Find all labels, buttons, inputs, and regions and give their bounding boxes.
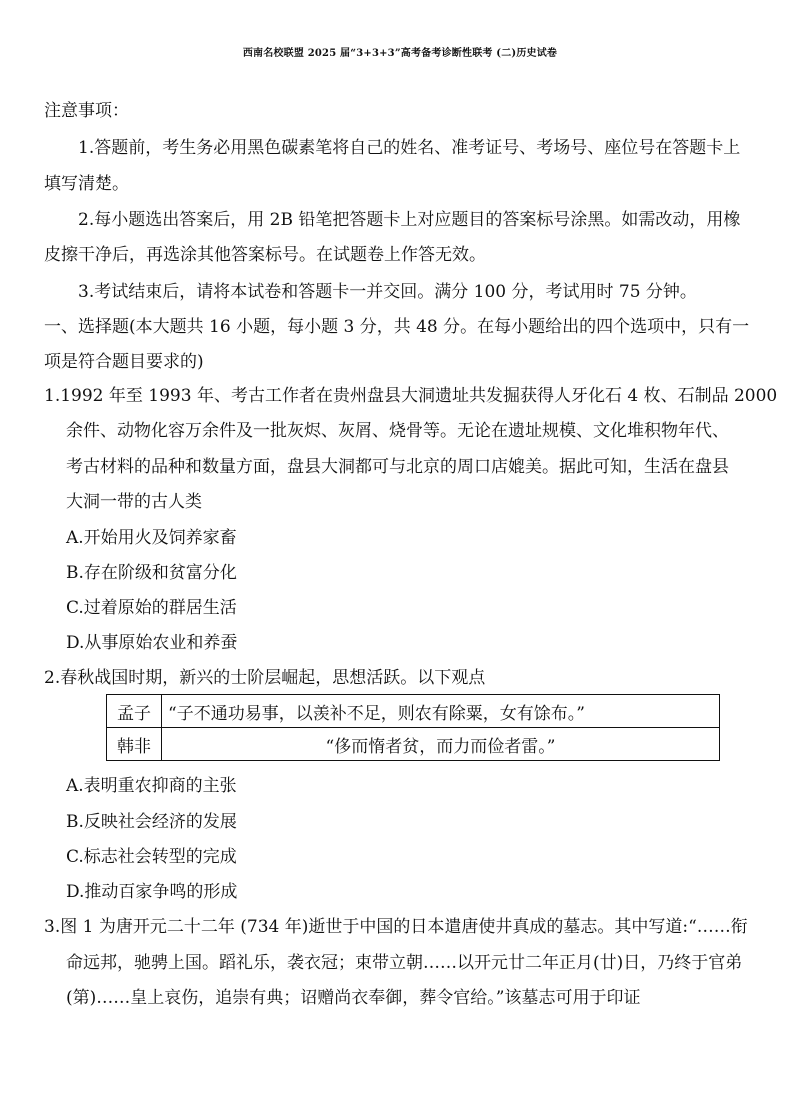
notice-item-1-line-1: 1.答题前，考生务必用黑色碳素笔将自己的姓名、准考证号、考场号、座位号在答题卡上	[78, 138, 741, 158]
q2-row-2-name: 韩非	[107, 728, 162, 761]
q3-stem-line-2: 命远邦，驰骋上国。蹈礼乐，袭衣冠；束带立朝……以开元廿二年正月(廿)日，乃终于官弟	[66, 953, 743, 973]
q1-stem-line-1: 1.1992 年至 1993 年、考古工作者在贵州盘县大洞遗址共发掘获得人牙化石 4 枚、石制品 2000	[44, 386, 778, 406]
q2-option-b: B.反映社会经济的发展	[66, 812, 237, 832]
q1-option-d: D.从事原始农业和养蚕	[66, 633, 238, 653]
q1-option-b: B.存在阶级和贫富分化	[66, 563, 237, 583]
q2-row-1-quote: “子不通功易事，以羡补不足，则农有除粟，女有馀布。”	[162, 695, 720, 728]
q1-stem-line-4: 大洞一带的古人类	[66, 492, 202, 512]
notice-heading: 注意事项：	[44, 101, 129, 121]
q2-option-a: A.表明重农抑商的主张	[66, 776, 237, 796]
q3-stem-line-3: (第)……皇上哀伤，追崇有典；诏赠尚衣奉御，葬令官给。”该墓志可用于印证	[66, 988, 641, 1008]
q2-row-1-name: 孟子	[107, 695, 162, 728]
section-heading-line-1: 一、选择题(本大题共 16 小题，每小题 3 分，共 48 分。在每小题给出的四个选项中，只有一	[44, 317, 750, 337]
q3-stem-line-1: 3.图 1 为唐开元二十二年 (734 年)逝世于中国的日本遣唐使井真成的墓志。其中写道:“……衔	[44, 917, 748, 937]
q2-row-2-quote: “侈而惰者贫，而力而俭者雷。”	[162, 728, 720, 761]
q2-option-d: D.推动百家争鸣的形成	[66, 882, 238, 902]
notice-item-3: 3.考试结束后，请将本试卷和答题卡一并交回。满分 100 分，考试用时 75 分钟。	[78, 282, 697, 302]
notice-item-1-line-2: 填写清楚。	[44, 174, 129, 194]
q2-quote-table	[106, 694, 720, 761]
q1-option-a: A.开始用火及饲养家畜	[66, 528, 237, 548]
q1-stem-line-3: 考古材料的品种和数量方面，盘县大洞都可与北京的周口店媲美。据此可知，生活在盘县	[66, 457, 729, 477]
q1-stem-line-2: 余件、动物化容万余件及一批灰烬、灰屑、烧骨等。无论在遗址规模、文化堆积物年代、	[66, 421, 729, 441]
exam-title: 西南名校联盟 2025 届“3+3+3”高考备考诊断性联考 (二)历史试卷	[242, 48, 558, 59]
q1-option-c: C.过着原始的群居生活	[66, 598, 237, 618]
table-row	[107, 728, 720, 761]
section-heading-line-2: 项是符合题目要求的)	[44, 352, 204, 372]
notice-item-2-line-2: 皮擦干净后，再选涂其他答案标号。在试题卷上作答无效。	[44, 245, 486, 265]
q2-stem: 2.春秋战国时期，新兴的士阶层崛起，思想活跃。以下观点	[44, 668, 486, 688]
notice-item-2-line-1: 2.每小题选出答案后，用 2B 铅笔把答题卡上对应题目的答案标号涂黑。如需改动，用橡	[78, 210, 741, 230]
q2-option-c: C.标志社会转型的完成	[66, 847, 237, 867]
table-row	[107, 695, 720, 728]
